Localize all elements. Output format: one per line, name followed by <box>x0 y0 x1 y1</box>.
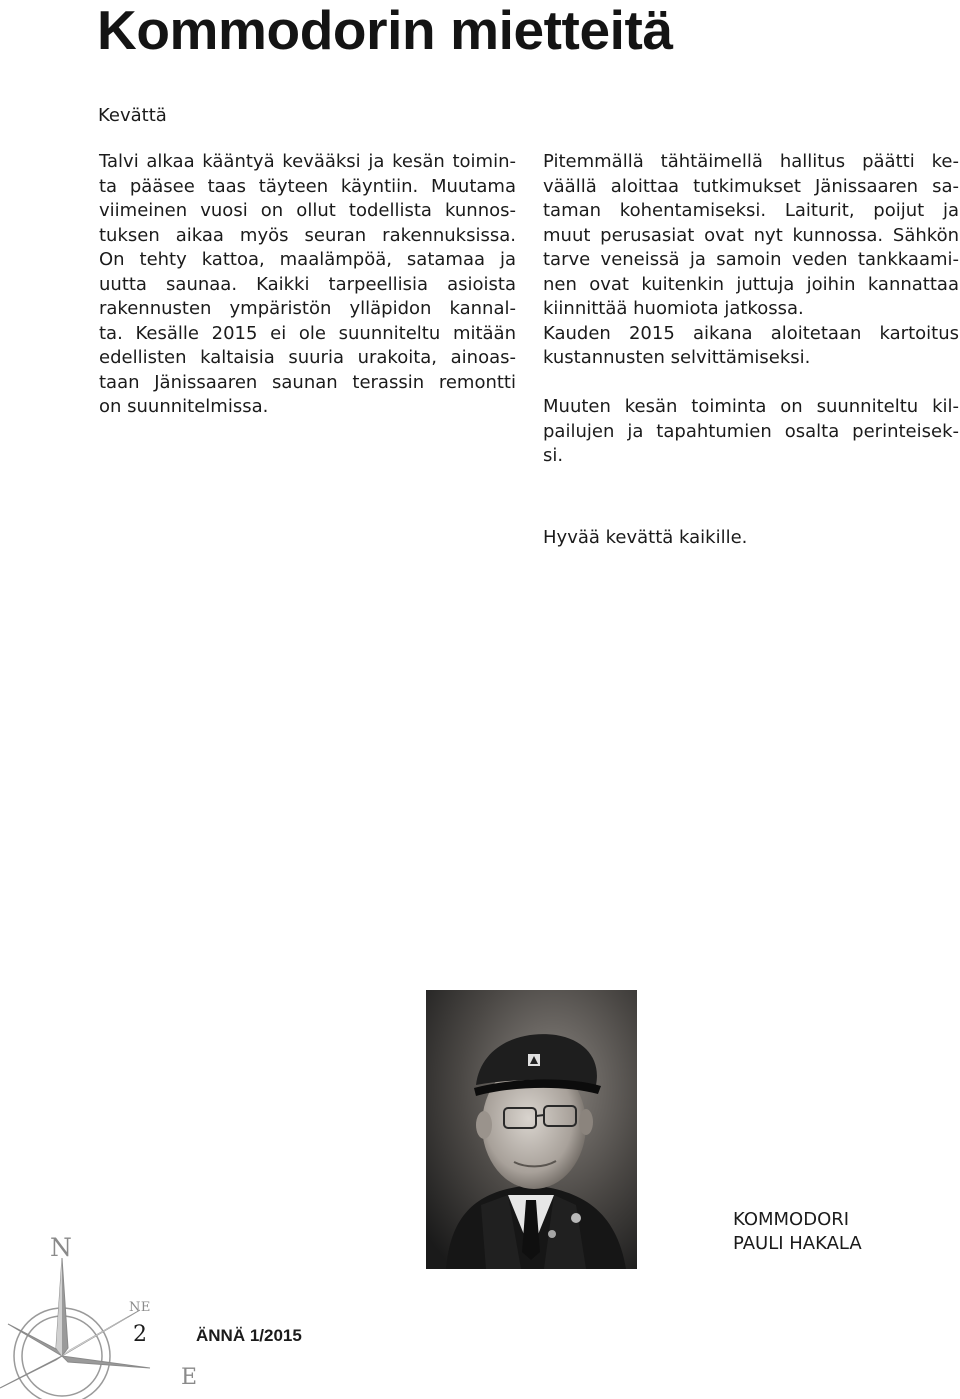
text-line: viimeinen vuosi on ollut todellista kunnos- <box>99 200 516 221</box>
text-line: edellisten kaltaisia suuria urakoita, ainoas- <box>99 347 516 368</box>
compass-northeast-label: NE <box>129 1300 151 1315</box>
text-line: Pitemmällä tähtäimellä hallitus päätti ke- <box>543 151 959 172</box>
caption-role: KOMMODORI <box>733 1209 850 1230</box>
portrait-image <box>426 990 637 1269</box>
section-heading: Kevättä <box>98 105 167 126</box>
text-line: ta pääsee taas täyteen käyntiin. Muutama <box>99 175 516 197</box>
photo-caption <box>733 1208 862 1256</box>
text-line: väällä aloittaa tutkimukset Jänissaaren sa- <box>543 175 959 197</box>
text-line: On tehty kattoa, maalämpöä, satamaa ja <box>99 249 516 270</box>
text-line: muut perusasiat ovat nyt kunnossa. Sähkön <box>543 224 959 246</box>
text-line: nen ovat kuitenkin juttuja joihin kannattaa <box>543 273 959 295</box>
text-line: pailujen ja tapahtumien osalta perinteisek- <box>543 420 959 442</box>
text-line: on suunnitelmissa. <box>99 396 269 417</box>
text-line: taman kohentamiseksi. Laiturit, poijut ja <box>543 200 959 221</box>
text-line: tuksen aikaa myös seuran rakennuksissa. <box>99 224 516 246</box>
text-line: kiinnittää huomiota jatkossa. <box>543 298 804 319</box>
text-line: Talvi alkaa kääntyä kevääksi ja kesän toimin- <box>99 151 516 172</box>
page-number: 2 <box>133 1322 147 1347</box>
text-line: si. <box>543 445 564 466</box>
text-line: tarve veneissä ja samoin veden tankkaami- <box>543 249 959 270</box>
page-title: Kommodorin mietteitä <box>97 0 673 61</box>
text-line: taan Jänissaaren saunan terassin remontti <box>99 371 516 393</box>
text-line: Kauden 2015 aikana aloitetaan kartoitus <box>543 322 959 344</box>
right-text-column <box>543 150 959 469</box>
text-line: kustannusten selvittämiseksi. <box>543 347 811 368</box>
paragraph-gap <box>543 371 959 396</box>
caption-name: PAULI HAKALA <box>733 1233 862 1254</box>
compass-north-label: N <box>50 1233 72 1262</box>
publication-name: ÄNNÄ 1/2015 <box>196 1326 302 1345</box>
left-text-column <box>99 150 516 420</box>
text-line: uutta saunaa. Kaikki tarpeellisia asioista <box>99 273 516 295</box>
compass-rose-icon <box>0 1228 210 1399</box>
closing-greeting: Hyvää kevättä kaikille. <box>543 527 748 548</box>
text-line: Muuten kesän toiminta on suunniteltu kil- <box>543 396 959 417</box>
text-line: ta. Kesälle 2015 ei ole suunniteltu mitään <box>99 322 516 344</box>
compass-east-label: E <box>181 1365 198 1390</box>
commodore-portrait <box>426 990 637 1269</box>
text-line: rakennusten ympäristön ylläpidon kannal- <box>99 298 516 319</box>
